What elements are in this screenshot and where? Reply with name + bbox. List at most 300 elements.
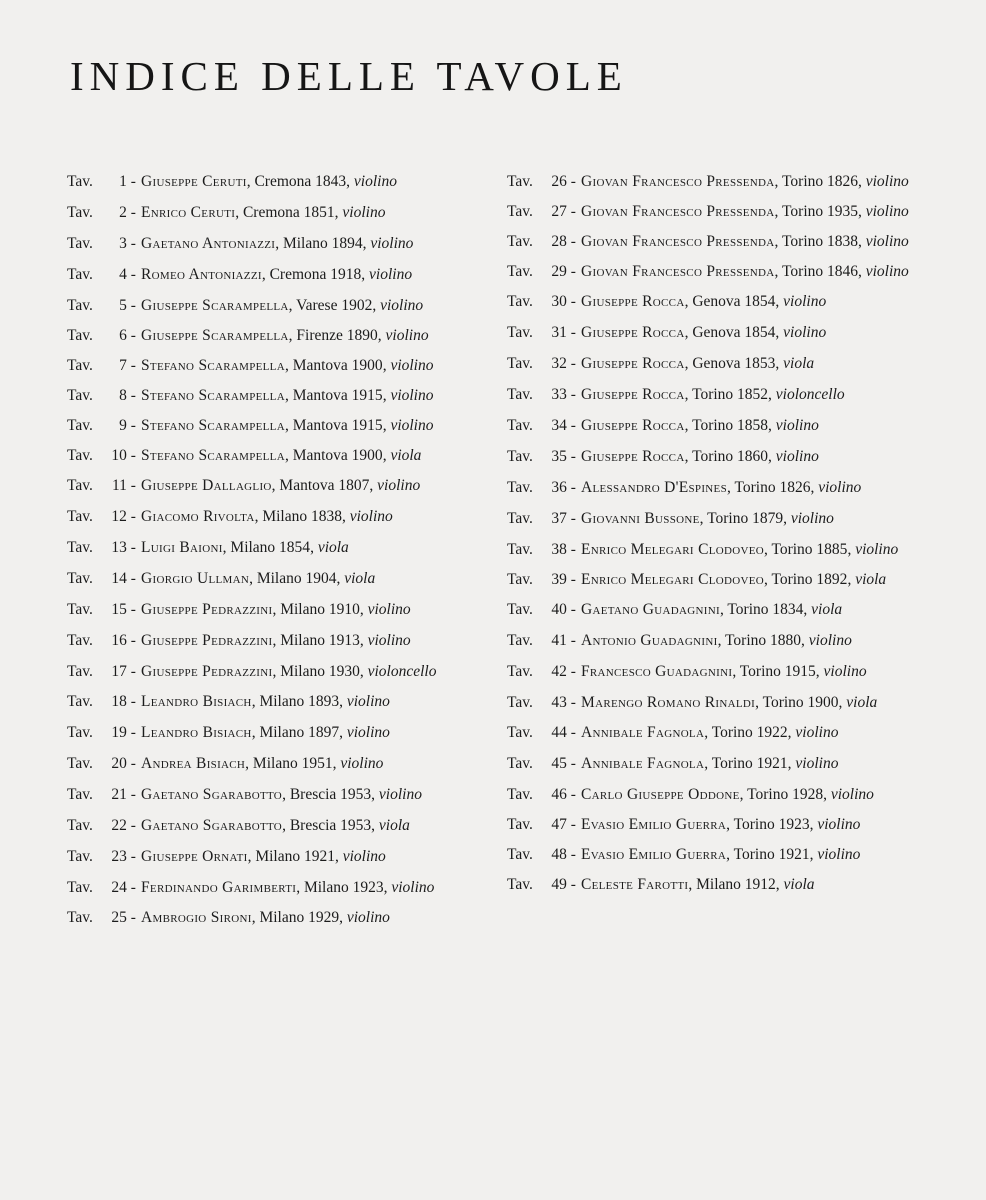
index-entry [507, 478, 919, 498]
place-year: Torino 1900 [762, 694, 839, 711]
place-year: Varese 1902 [296, 297, 373, 314]
maker-name: Gaetano Sgarabotto [141, 817, 283, 834]
entry-number: 11 [111, 477, 127, 494]
entry-number: 5 [119, 297, 127, 314]
entry-number: 46 [551, 786, 567, 803]
maker-name: Francesco Guadagnini [581, 663, 733, 680]
separator: , [275, 235, 283, 252]
entry-label: Tav. [67, 357, 93, 374]
entry-text [141, 785, 477, 805]
entry-number: 43 [551, 694, 567, 711]
entry-text [581, 354, 919, 374]
separator: , [810, 479, 819, 496]
entry-prefix [67, 326, 141, 346]
separator: , [246, 173, 255, 190]
index-entry [67, 476, 477, 496]
instrument: violoncello [775, 386, 845, 403]
entry-dash: - [126, 387, 136, 404]
entry-text [141, 507, 477, 527]
entry-text [581, 540, 919, 560]
entry-prefix [507, 478, 581, 498]
index-entry [67, 234, 477, 254]
separator: , [684, 355, 693, 372]
entry-dash: - [566, 203, 576, 220]
entry-label: Tav. [507, 786, 533, 803]
maker-name: Giuseppe Rocca [581, 355, 685, 372]
separator: , [288, 297, 297, 314]
entry-number: 41 [551, 632, 567, 649]
maker-name: Enrico Ceruti [141, 204, 236, 221]
separator: , [235, 204, 243, 221]
entry-text [141, 662, 477, 682]
entry-label: Tav. [67, 447, 93, 464]
separator: , [251, 909, 260, 926]
entry-prefix [67, 296, 141, 316]
entry-number: 29 [551, 263, 567, 280]
entry-label: Tav. [67, 693, 93, 710]
place-year: Mantova 1915 [292, 387, 383, 404]
entry-dash: - [126, 357, 136, 374]
separator: , [346, 173, 354, 190]
place-year: Torino 1921 [711, 755, 788, 772]
maker-name: Enrico Melegari Clodoveo [581, 541, 764, 558]
maker-name: Giuseppe Ceruti [141, 173, 247, 190]
entry-dash: - [126, 663, 136, 680]
instrument: violino [349, 508, 393, 525]
entry-prefix [67, 662, 141, 682]
separator: , [339, 909, 347, 926]
maker-name: Evasio Emilio Guerra [581, 816, 727, 833]
entry-number: 12 [111, 508, 127, 525]
place-year: Milano 1923 [303, 879, 384, 896]
index-entry [67, 662, 477, 682]
separator: , [369, 477, 378, 494]
entry-prefix [507, 172, 581, 192]
entry-number: 13 [111, 539, 127, 556]
maker-name: Romeo Antoniazzi [141, 266, 262, 283]
entry-dash: - [566, 541, 576, 558]
separator: , [247, 848, 256, 865]
entry-prefix [507, 385, 581, 405]
separator: , [763, 571, 772, 588]
place-year: Genova 1854 [692, 293, 776, 310]
place-year: Cremona 1851 [242, 204, 335, 221]
place-year: Torino 1880 [725, 632, 802, 649]
separator: , [249, 570, 257, 587]
entry-text [141, 416, 477, 436]
instrument: violino [346, 724, 390, 741]
maker-name: Leandro Bisiach [141, 693, 252, 710]
entry-number: 34 [551, 417, 567, 434]
place-year: Milano 1921 [255, 848, 335, 865]
place-year: Milano 1913 [280, 632, 360, 649]
entry-prefix [507, 447, 581, 467]
entry-prefix [507, 815, 581, 835]
entry-number: 22 [111, 817, 127, 834]
entry-label: Tav. [507, 203, 533, 220]
separator: , [251, 724, 260, 741]
entry-label: Tav. [67, 786, 93, 803]
separator: , [684, 417, 693, 434]
entry-prefix [507, 323, 581, 343]
place-year: Torino 1860 [692, 448, 769, 465]
index-entry [67, 172, 477, 192]
maker-name: Giovanni Bussone [581, 510, 700, 527]
index-entry [67, 296, 477, 316]
entry-prefix [67, 203, 141, 223]
entry-label: Tav. [507, 816, 533, 833]
entry-number: 35 [551, 448, 567, 465]
entry-number: 23 [111, 848, 127, 865]
entry-dash: - [126, 879, 136, 896]
maker-name: Stefano Scarampella [141, 447, 285, 464]
entry-prefix [67, 265, 141, 285]
separator: , [284, 447, 293, 464]
index-entry [67, 847, 477, 867]
separator: , [684, 386, 693, 403]
entry-label: Tav. [507, 571, 533, 588]
place-year: Brescia 1953 [289, 786, 372, 803]
entry-number: 27 [551, 203, 567, 220]
separator: , [755, 694, 763, 711]
separator: , [310, 539, 318, 556]
place-year: Torino 1846 [782, 263, 858, 280]
place-year: Milano 1929 [259, 909, 340, 926]
entry-number: 26 [551, 173, 567, 190]
place-year: Torino 1826 [734, 479, 811, 496]
instrument: violino [818, 479, 862, 496]
instrument: violino [775, 417, 819, 434]
entry-number: 36 [551, 479, 567, 496]
separator: , [801, 632, 809, 649]
entry-prefix [67, 234, 141, 254]
entry-label: Tav. [507, 724, 533, 741]
separator: , [251, 693, 260, 710]
separator: , [803, 601, 812, 618]
entry-text [141, 265, 477, 285]
separator: , [288, 327, 297, 344]
entry-text [581, 875, 919, 895]
instrument: violino [346, 909, 390, 926]
instrument: violino [783, 324, 827, 341]
entry-number: 32 [551, 355, 567, 372]
entry-dash: - [566, 571, 576, 588]
separator: , [774, 173, 783, 190]
entry-dash: - [566, 448, 576, 465]
entry-text [581, 845, 919, 865]
entry-prefix [507, 509, 581, 529]
entry-text [581, 385, 919, 405]
maker-name: Giovan Francesco Pressenda [581, 203, 775, 220]
separator: , [284, 387, 293, 404]
entry-number: 49 [551, 876, 567, 893]
entry-label: Tav. [67, 173, 93, 190]
instrument: violino [340, 755, 384, 772]
entry-label: Tav. [67, 909, 93, 926]
entry-dash: - [566, 324, 576, 341]
entry-text [581, 323, 919, 343]
separator: , [775, 355, 784, 372]
entry-text [141, 754, 477, 774]
separator: , [282, 786, 290, 803]
separator: , [775, 293, 784, 310]
place-year: Milano 1910 [280, 601, 360, 618]
place-year: Brescia 1953 [289, 817, 372, 834]
entry-prefix [67, 723, 141, 743]
entry-text [141, 538, 477, 558]
maker-name: Marengo Romano Rinaldi [581, 694, 756, 711]
instrument: violino [795, 755, 839, 772]
instrument: violino [367, 632, 411, 649]
entry-label: Tav. [507, 479, 533, 496]
place-year: Torino 1838 [782, 233, 858, 250]
index-entry [67, 600, 477, 620]
instrument: violino [865, 233, 909, 250]
maker-name: Annibale Fagnola [581, 724, 705, 741]
maker-name: Giuseppe Pedrazzini [141, 663, 273, 680]
entry-label: Tav. [67, 297, 93, 314]
entry-dash: - [566, 724, 576, 741]
entry-number: 33 [551, 386, 567, 403]
maker-name: Luigi Baioni [141, 539, 223, 556]
entry-dash: - [126, 327, 136, 344]
maker-name: Ambrogio Sironi [141, 909, 252, 926]
place-year: Mantova 1915 [292, 417, 383, 434]
instrument: violino [385, 327, 429, 344]
instrument: violino [390, 357, 434, 374]
entry-dash: - [126, 297, 136, 314]
entry-prefix [507, 875, 581, 895]
entry-prefix [67, 172, 141, 192]
separator: , [684, 448, 693, 465]
entry-number: 40 [551, 601, 567, 618]
entry-prefix [507, 292, 581, 312]
entry-dash: - [126, 755, 136, 772]
place-year: Mantova 1900 [292, 447, 383, 464]
maker-name: Gaetano Sgarabotto [141, 786, 283, 803]
index-entry [67, 816, 477, 836]
separator: , [382, 357, 391, 374]
separator: , [732, 663, 740, 680]
entry-dash: - [126, 417, 136, 434]
index-entry [507, 662, 919, 682]
place-year: Genova 1854 [692, 324, 776, 341]
entry-number: 17 [111, 663, 127, 680]
entry-prefix [67, 878, 141, 898]
entry-prefix [67, 816, 141, 836]
index-entry [67, 878, 477, 898]
entry-label: Tav. [507, 541, 533, 558]
separator: , [704, 755, 712, 772]
index-entry [67, 203, 477, 223]
entry-label: Tav. [507, 755, 533, 772]
separator: , [382, 387, 391, 404]
separator: , [726, 846, 734, 863]
entry-prefix [67, 754, 141, 774]
entry-prefix [507, 785, 581, 805]
entry-dash: - [566, 601, 576, 618]
instrument: viola [344, 570, 376, 587]
entry-number: 25 [111, 909, 127, 926]
entry-number: 42 [551, 663, 567, 680]
maker-name: Carlo Giuseppe Oddone [581, 786, 740, 803]
index-entry [507, 262, 919, 282]
instrument: violino [790, 510, 834, 527]
entry-label: Tav. [67, 266, 93, 283]
separator: , [774, 233, 783, 250]
entry-prefix [67, 416, 141, 436]
index-entry [507, 385, 919, 405]
separator: , [284, 357, 293, 374]
index-entry [67, 569, 477, 589]
entry-number: 24 [111, 879, 127, 896]
place-year: Milano 1912 [696, 876, 776, 893]
maker-name: Giuseppe Pedrazzini [141, 632, 273, 649]
maker-name: Giuseppe Rocca [581, 293, 685, 310]
entry-label: Tav. [67, 477, 93, 494]
entry-number: 6 [119, 327, 127, 344]
entry-dash: - [126, 786, 136, 803]
entry-label: Tav. [507, 263, 533, 280]
entry-dash: - [566, 293, 576, 310]
maker-name: Antonio Guadagnini [581, 632, 718, 649]
entry-dash: - [566, 233, 576, 250]
entry-label: Tav. [67, 235, 93, 252]
entry-text [141, 908, 477, 928]
instrument: violino [783, 293, 827, 310]
index-entry [507, 172, 919, 192]
separator: , [371, 817, 379, 834]
maker-name: Stefano Scarampella [141, 387, 285, 404]
index-entry [507, 570, 919, 590]
place-year: Torino 1858 [692, 417, 769, 434]
entry-text [581, 292, 919, 312]
entry-text [141, 234, 477, 254]
separator: , [362, 235, 371, 252]
instrument: violino [377, 477, 421, 494]
entry-label: Tav. [67, 632, 93, 649]
entry-text [141, 203, 477, 223]
instrument: violino [823, 663, 867, 680]
entry-label: Tav. [507, 632, 533, 649]
separator: , [847, 541, 856, 558]
entry-prefix [67, 692, 141, 712]
index-entry [507, 509, 919, 529]
index-entry [507, 540, 919, 560]
entry-label: Tav. [507, 846, 533, 863]
separator: , [774, 263, 783, 280]
maker-name: Giuseppe Rocca [581, 324, 685, 341]
entry-dash: - [566, 479, 576, 496]
maker-name: Giuseppe Pedrazzini [141, 601, 273, 618]
entry-text [581, 202, 919, 222]
index-entry [67, 446, 477, 466]
place-year: Cremona 1918 [269, 266, 362, 283]
entry-label: Tav. [507, 694, 533, 711]
entry-label: Tav. [67, 601, 93, 618]
maker-name: Evasio Emilio Guerra [581, 846, 727, 863]
entry-label: Tav. [507, 663, 533, 680]
maker-name: Giuseppe Rocca [581, 448, 685, 465]
separator: , [774, 203, 783, 220]
separator: , [339, 724, 347, 741]
entry-dash: - [126, 909, 136, 926]
index-entry [507, 875, 919, 895]
place-year: Torino 1834 [727, 601, 804, 618]
instrument: violino [367, 601, 411, 618]
separator: , [688, 876, 697, 893]
instrument: violino [775, 448, 819, 465]
entry-text [141, 847, 477, 867]
entry-dash: - [126, 693, 136, 710]
index-column-left [67, 172, 477, 939]
maker-name: Giovan Francesco Pressenda [581, 263, 775, 280]
separator: , [768, 386, 776, 403]
separator: , [704, 724, 712, 741]
entry-dash: - [566, 173, 576, 190]
place-year: Genova 1853 [692, 355, 776, 372]
entry-prefix [67, 785, 141, 805]
entry-label: Tav. [507, 324, 533, 341]
place-year: Torino 1928 [747, 786, 824, 803]
entry-prefix [507, 354, 581, 374]
separator: , [222, 539, 231, 556]
entry-dash: - [126, 447, 136, 464]
instrument: violino [342, 848, 386, 865]
entry-prefix [67, 908, 141, 928]
entry-text [141, 356, 477, 376]
separator: , [339, 693, 347, 710]
entry-number: 1 [119, 173, 127, 190]
entry-number: 15 [111, 601, 127, 618]
entry-label: Tav. [67, 539, 93, 556]
index-entry [507, 754, 919, 774]
entry-prefix [507, 416, 581, 436]
entry-prefix [507, 540, 581, 560]
entry-text [141, 878, 477, 898]
entry-prefix [507, 570, 581, 590]
entry-number: 18 [111, 693, 127, 710]
entry-text [581, 662, 919, 682]
entry-text [141, 296, 477, 316]
maker-name: Giorgio Ullman [141, 570, 250, 587]
entry-prefix [67, 386, 141, 406]
place-year: Milano 1951 [252, 755, 333, 772]
separator: , [359, 632, 368, 649]
instrument: violino [390, 417, 434, 434]
index-entry [507, 815, 919, 835]
separator: , [847, 571, 856, 588]
index-entry [507, 693, 919, 713]
instrument: viola [783, 876, 815, 893]
index-entry [67, 416, 477, 436]
entry-dash: - [566, 386, 576, 403]
entry-prefix [67, 538, 141, 558]
separator: , [809, 816, 818, 833]
instrument: violino [855, 541, 899, 558]
entry-label: Tav. [507, 876, 533, 893]
entry-prefix [507, 723, 581, 743]
entry-prefix [507, 662, 581, 682]
separator: , [775, 876, 784, 893]
place-year: Mantova 1900 [292, 357, 383, 374]
entry-text [141, 386, 477, 406]
maker-name: Stefano Scarampella [141, 417, 285, 434]
entry-text [141, 600, 477, 620]
entry-text [581, 754, 919, 774]
entry-prefix [67, 600, 141, 620]
maker-name: Giuseppe Rocca [581, 386, 685, 403]
